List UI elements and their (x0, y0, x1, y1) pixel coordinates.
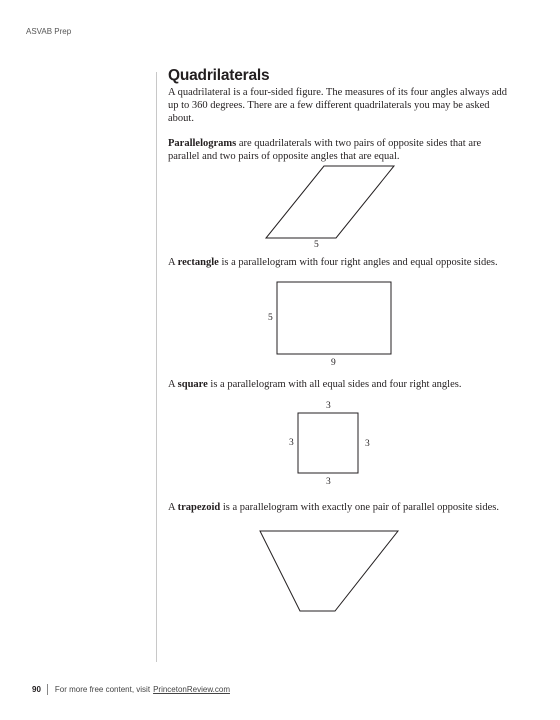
square-bottom-label: 3 (326, 477, 331, 487)
rectangle-bottom-label: 9 (331, 358, 336, 368)
running-head: ASVAB Prep (26, 27, 72, 36)
parallelogram-shape (266, 166, 394, 238)
footer-text: For more free content, visit (54, 685, 151, 694)
intro-paragraph: A quadrilateral is a four-sided figure. The measures of its four angles always add up to 360 degrees. There are a few different quadrilaterals you may be asked about. (168, 87, 507, 124)
trapezoid-shape (260, 531, 398, 611)
parallelogram-figure (260, 160, 400, 244)
footer-divider (47, 684, 48, 695)
square-left-label: 3 (289, 438, 294, 448)
square-caption (168, 378, 528, 391)
square-caption-text: is a parallelogram with all equal sides and four right angles. (207, 379, 462, 390)
trapezoid-caption-text: is a parallelogram with exactly one pair of parallel opposite sides. (220, 502, 499, 513)
trapezoid-term: trapezoid (177, 502, 221, 513)
section-content (168, 67, 508, 163)
rectangle-caption (168, 256, 528, 269)
parallelograms-term: Parallelograms (168, 138, 237, 149)
square-term: square (177, 379, 208, 390)
square-top-label: 3 (326, 401, 331, 411)
square-right-label: 3 (365, 439, 370, 449)
rectangle-shape (277, 282, 391, 354)
trapezoid-caption-prefix: A (168, 502, 178, 513)
square-shape (298, 413, 358, 473)
rectangle-left-label: 5 (268, 313, 273, 323)
parallelograms-text: are quadrilaterals with two pairs of opposite sides that are parallel and two pairs of opposite angles that are equal. (168, 138, 482, 162)
trapezoid-caption (168, 501, 528, 514)
page-footer (32, 684, 230, 695)
margin-rule (156, 72, 157, 662)
trapezoid-figure (256, 527, 402, 617)
page-number: 90 (32, 685, 41, 694)
parallelogram-bottom-label: 5 (314, 240, 319, 250)
rectangle-caption-text: is a parallelogram with four right angles and equal opposite sides. (218, 257, 498, 268)
rectangle-figure (276, 281, 394, 357)
rectangle-term: rectangle (177, 257, 219, 268)
square-figure (297, 412, 361, 476)
square-caption-prefix: A (168, 379, 178, 390)
rectangle-caption-prefix: A (168, 257, 178, 268)
footer-link[interactable]: PrincetonReview.com (153, 685, 230, 694)
section-title: Quadrilaterals (168, 67, 270, 84)
